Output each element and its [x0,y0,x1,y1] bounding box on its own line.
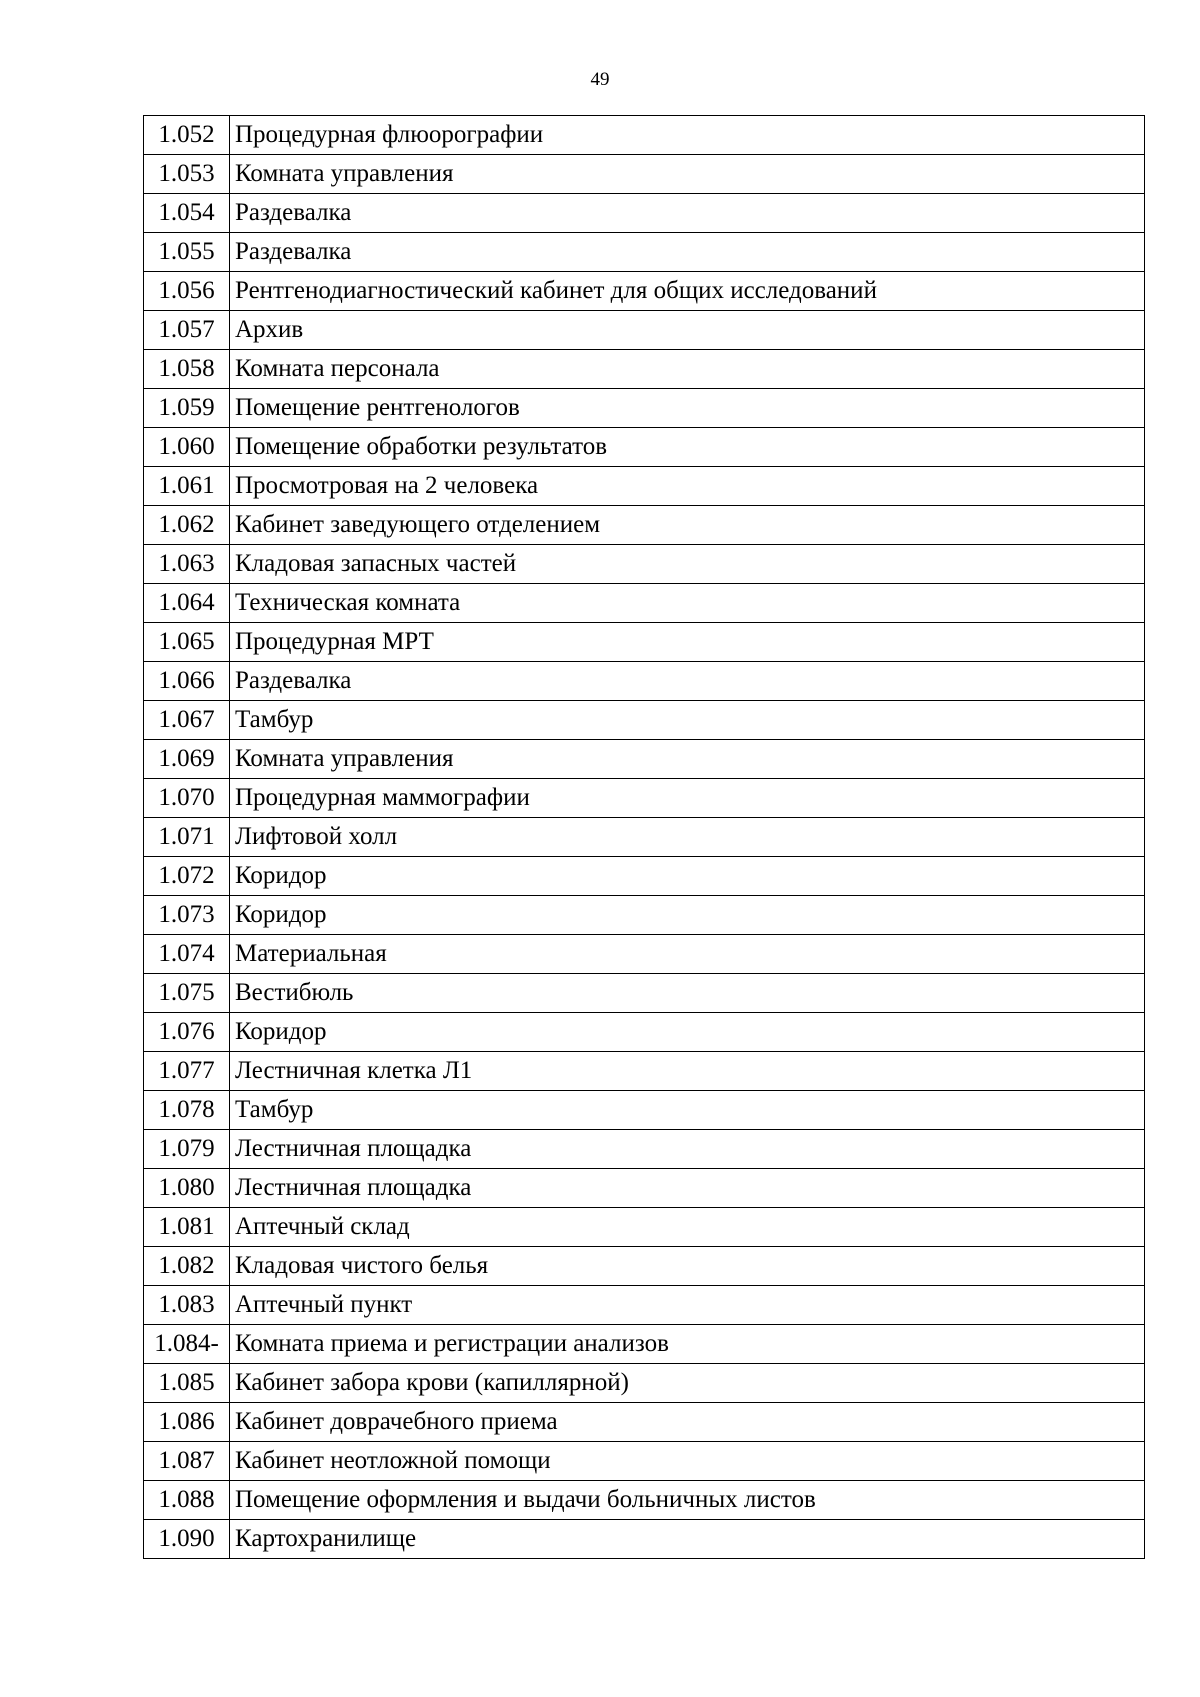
room-code-cell: 1.073 [144,896,230,935]
room-name-cell: Техническая комната [230,584,1145,623]
room-name-cell: Материальная [230,935,1145,974]
room-code-cell: 1.064 [144,584,230,623]
table-row [144,1169,1145,1208]
room-name-cell: Рентгенодиагностический кабинет для общих исследований [230,272,1145,311]
table-row [144,935,1145,974]
table-row [144,1247,1145,1286]
room-name-cell: Раздевалка [230,662,1145,701]
room-name-cell: Кабинет заведующего отделением [230,506,1145,545]
room-code-cell: 1.065 [144,623,230,662]
table-row [144,428,1145,467]
room-name-cell: Лестничная площадка [230,1130,1145,1169]
room-code-cell: 1.069 [144,740,230,779]
table-row [144,1442,1145,1481]
room-name-cell: Коридор [230,896,1145,935]
room-table [143,115,1145,1559]
room-code-cell: 1.084- [144,1325,230,1364]
room-code-cell: 1.088 [144,1481,230,1520]
room-code-cell: 1.070 [144,779,230,818]
room-name-cell: Аптечный пункт [230,1286,1145,1325]
table-row [144,1403,1145,1442]
room-code-cell: 1.058 [144,350,230,389]
room-code-cell: 1.081 [144,1208,230,1247]
room-code-cell: 1.080 [144,1169,230,1208]
room-name-cell: Лифтовой холл [230,818,1145,857]
room-name-cell: Кладовая чистого белья [230,1247,1145,1286]
room-name-cell: Тамбур [230,701,1145,740]
room-code-cell: 1.090 [144,1520,230,1559]
room-name-cell: Раздевалка [230,233,1145,272]
room-name-cell: Процедурная флюорографии [230,116,1145,155]
room-code-cell: 1.082 [144,1247,230,1286]
room-code-cell: 1.083 [144,1286,230,1325]
table-row [144,896,1145,935]
table-row [144,818,1145,857]
table-row [144,779,1145,818]
room-code-cell: 1.067 [144,701,230,740]
room-code-cell: 1.075 [144,974,230,1013]
room-name-cell: Аптечный склад [230,1208,1145,1247]
room-code-cell: 1.074 [144,935,230,974]
room-name-cell: Комната управления [230,740,1145,779]
room-code-cell: 1.079 [144,1130,230,1169]
table-row [144,1208,1145,1247]
room-name-cell: Лестничная площадка [230,1169,1145,1208]
table-row [144,1091,1145,1130]
table-row [144,1325,1145,1364]
table-row [144,545,1145,584]
room-code-cell: 1.057 [144,311,230,350]
room-name-cell: Лестничная клетка Л1 [230,1052,1145,1091]
table-row [144,701,1145,740]
room-name-cell: Кладовая запасных частей [230,545,1145,584]
room-code-cell: 1.056 [144,272,230,311]
table-row [144,1130,1145,1169]
table-row [144,350,1145,389]
table-row [144,1286,1145,1325]
table-row [144,974,1145,1013]
table-row [144,194,1145,233]
room-code-cell: 1.072 [144,857,230,896]
room-name-cell: Просмотровая на 2 человека [230,467,1145,506]
room-name-cell: Помещение оформления и выдачи больничных листов [230,1481,1145,1520]
room-name-cell: Кабинет неотложной помощи [230,1442,1145,1481]
room-code-cell: 1.066 [144,662,230,701]
table-row [144,272,1145,311]
room-name-cell: Процедурная маммографии [230,779,1145,818]
room-name-cell: Коридор [230,857,1145,896]
room-table-body [144,116,1145,1559]
room-name-cell: Вестибюль [230,974,1145,1013]
room-code-cell: 1.062 [144,506,230,545]
room-name-cell: Помещение обработки результатов [230,428,1145,467]
table-row [144,1520,1145,1559]
table-row [144,311,1145,350]
room-code-cell: 1.071 [144,818,230,857]
table-row [144,1013,1145,1052]
room-code-cell: 1.059 [144,389,230,428]
room-code-cell: 1.052 [144,116,230,155]
room-code-cell: 1.087 [144,1442,230,1481]
table-row [144,1052,1145,1091]
table-row [144,116,1145,155]
room-code-cell: 1.055 [144,233,230,272]
table-row [144,1481,1145,1520]
room-code-cell: 1.061 [144,467,230,506]
table-row [144,506,1145,545]
room-name-cell: Процедурная МРТ [230,623,1145,662]
room-name-cell: Помещение рентгенологов [230,389,1145,428]
room-name-cell: Коридор [230,1013,1145,1052]
room-name-cell: Картохранилище [230,1520,1145,1559]
table-row [144,389,1145,428]
room-name-cell: Архив [230,311,1145,350]
room-name-cell: Кабинет доврачебного приема [230,1403,1145,1442]
room-code-cell: 1.053 [144,155,230,194]
room-name-cell: Тамбур [230,1091,1145,1130]
table-row [144,740,1145,779]
room-code-cell: 1.060 [144,428,230,467]
room-code-cell: 1.076 [144,1013,230,1052]
table-row [144,584,1145,623]
room-code-cell: 1.085 [144,1364,230,1403]
room-code-cell: 1.054 [144,194,230,233]
table-row [144,623,1145,662]
room-name-cell: Комната приема и регистрации анализов [230,1325,1145,1364]
room-code-cell: 1.086 [144,1403,230,1442]
room-code-cell: 1.077 [144,1052,230,1091]
table-row [144,1364,1145,1403]
table-row [144,662,1145,701]
page-number: 49 [590,69,610,90]
room-name-cell: Комната управления [230,155,1145,194]
table-row [144,233,1145,272]
room-name-cell: Раздевалка [230,194,1145,233]
table-row [144,155,1145,194]
room-code-cell: 1.063 [144,545,230,584]
room-name-cell: Кабинет забора крови (капиллярной) [230,1364,1145,1403]
table-row [144,467,1145,506]
table-row [144,857,1145,896]
room-name-cell: Комната персонала [230,350,1145,389]
room-code-cell: 1.078 [144,1091,230,1130]
